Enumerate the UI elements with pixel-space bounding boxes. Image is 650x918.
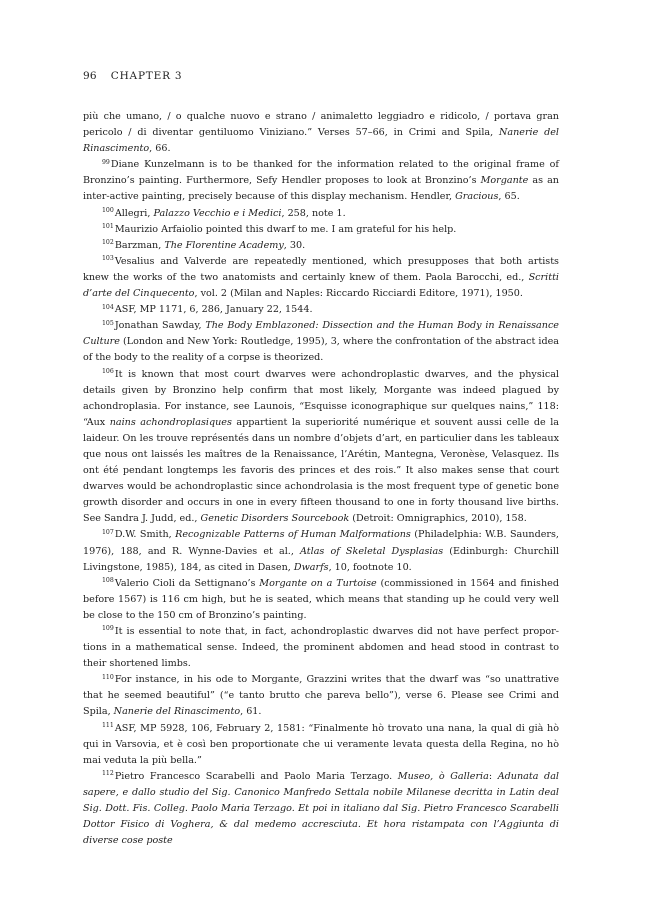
text-run: , 10, footnote 10. (328, 561, 412, 573)
footnote-number: 111 (102, 721, 114, 729)
text-run: , 258, note 1. (281, 207, 346, 219)
footnote-number: 99 (102, 158, 110, 166)
chapter-title: CHAPTER 3 (110, 70, 183, 82)
italic-text: Dwarfs (293, 561, 329, 573)
text-run: (London and New York: Routledge, 1995), 3, where the confrontation of the abstract idea of the body to the reality of a corpse is theorized. (83, 336, 559, 364)
text-run: For instance, in his ode to Morgante, Grazzini writes that the dwarf was “so unattrative that he seemed beautiful” (“e tanto brutto che pareva bello”), verse 6. Please see Crimi and Spila, (83, 674, 559, 718)
text-run: Maurizio Arfaiolio pointed this dwarf to me. I am grateful for his help. (114, 223, 457, 235)
italic-text: Museo, ò Galleria (397, 770, 489, 782)
text-run: Allegri, (114, 207, 154, 219)
footnote-111 (83, 721, 559, 769)
footnote-number: 102 (102, 239, 114, 247)
footnote-number: 100 (102, 206, 114, 214)
text-run: Jonathan Sawday, (114, 320, 206, 332)
footnote-105 (83, 318, 559, 366)
footnote-number: 112 (102, 770, 114, 778)
italic-text: Adunata dal sapere, e dallo studio del Sig. Canonico Manfredo Settala nobile Milanese decritta in Latin deal Sig. Dott. Fis. Colleg. Paolo Maria Terzago. Et poi in italiano dal Sig. Pietro Francesco Scarabelli Dottor Fisico di Voghera, & dal medemo accresciuta. Et hora ristampata con l’Aggiunta di diverse cose poste (83, 770, 559, 847)
italic-text: Morgante (480, 175, 529, 187)
text-run: Valerio Cioli da Settignano’s (114, 577, 260, 589)
footnote-108 (83, 576, 559, 624)
footnote-109 (83, 624, 559, 672)
italic-text: Genetic Disorders Sourcebook (200, 513, 350, 525)
italic-text: Morgante on a Turtoise (259, 577, 377, 589)
italic-text: nains achondroplasiques (109, 416, 232, 428)
text-run: , 30. (283, 239, 306, 251)
text-run: Vesalius and Valverde are repeatedly mentioned, which presupposes that both artists knew the works of the two anatomists and certainly knew of them. Paola Barocchi, ed., (83, 255, 559, 283)
footnotes-block (83, 109, 559, 849)
italic-text: The Body Emblazoned: Dissection and the Human Body in Renaissance Culture (83, 320, 559, 348)
running-header (83, 70, 182, 82)
footnote-103 (83, 254, 559, 302)
footnote-102 (83, 238, 559, 254)
text-run: ASF, MP 1171, 6, 286, January 22, 1544. (114, 304, 313, 316)
footnote-number: 107 (102, 528, 114, 536)
italic-text: Nanerie del Rinascimento (113, 706, 241, 718)
text-run: Pietro Francesco Scarabelli and Paolo Maria Terzago. (114, 770, 398, 782)
footnote-99 (83, 157, 559, 205)
footnote-number: 109 (102, 625, 114, 633)
footnote-106 (83, 367, 559, 528)
footnote-104 (83, 302, 559, 318)
footnote-number: 106 (102, 367, 114, 375)
italic-text: Recognizable Patterns of Human Malformations (175, 529, 411, 541)
italic-text: The Florentine Academy (164, 239, 284, 251)
footnote-100 (83, 206, 559, 222)
italic-text: Atlas of Skeletal Dysplasias (300, 545, 444, 557)
text-run: (Detroit: Omnigraphics, 2010), 158. (349, 513, 527, 525)
text-run: più che umano, / o qualche nuovo e strano / animaletto leggiadro e ridicolo, / portava gran pericolo / di diventar gentiluomo Viniziano.” Verses 57–66, in Crimi and Spila, (83, 111, 559, 139)
footnote-number: 104 (102, 303, 114, 311)
text-run: D.W. Smith, (114, 529, 176, 541)
text-run: (Philadelphia: W.B. Saunders, 1976), 188, and R. Wynne-Davies et al., (83, 529, 559, 557)
text-run: ASF, MP 5928, 106, February 2, 1581: “Finalmente hò trovato una nana, la qual di già hò qui in Varsovia, et è così ben proportionate che ui veramente levata questa della Regina, no hò mai veduta la più bella.” (83, 722, 559, 766)
italic-text: Scritti d’arte del Cinquecento (83, 271, 559, 300)
footnote-number: 101 (102, 223, 114, 231)
footnote-107 (83, 527, 559, 575)
text-run: It is known that most court dwarves were achondroplastic dwarves, and the physical details given by Bronzino help confirm that most likely, Morgante was indeed plagued by achondroplasia. For instance, see Launois, “Esquisse iconographique sur quelques nains,” 118: “Aux (83, 368, 559, 428)
text-run: , 61. (240, 706, 262, 718)
text-run: (commissioned in 1564 and finished before 1567) is 116 cm high, but he is seated, which means that standing up he could very well be close to the 150 cm of Bronzino’s painting. (83, 577, 559, 621)
page-number: 96 (83, 70, 97, 82)
text-run: It is essential to note that, in fact, achondroplastic dwarves did not have perfect proportions in a mathematical sense. Indeed, the prominent abdomen and head stood in contrast to their shortened limbs. (83, 626, 559, 670)
footnote-110 (83, 672, 559, 720)
text-run: Diane Kunzelmann is to be thanked for the information related to the original frame of Bronzino’s painting. Furthermore, Sefy Hendler proposes to look at Bronzino’s (83, 159, 559, 187)
italic-text: Gracious (455, 191, 499, 203)
footnote-112 (83, 769, 559, 849)
text-run: as an inter-active painting, precisely because of this display mechanism. Hendler, (83, 175, 559, 203)
footnote-number: 108 (102, 577, 114, 585)
footnote-number: 110 (102, 673, 114, 681)
text-run: , 66. (149, 143, 171, 155)
text-run: Barzman, (114, 239, 165, 251)
text-run: : (488, 770, 498, 782)
footnote-number: 105 (102, 319, 114, 327)
italic-text: Nanerie del Rinascimento (83, 127, 559, 155)
text-run: (Edinburgh: Churchill Livingstone, 1985), 184, as cited in Dasen, (83, 545, 560, 573)
text-run: , vol. 2 (Milan and Naples: Riccardo Ricciardi Editore, 1971), 1950. (194, 288, 523, 300)
footnote-101 (83, 222, 559, 238)
footnote-number: 103 (102, 255, 114, 263)
text-run: , 65. (498, 191, 520, 203)
footnote-continuation (83, 109, 559, 157)
italic-text: Palazzo Vecchio e i Medici (153, 207, 282, 219)
text-run: appartient la superiorité numérique et souvent aussi celle de la laideur. On les trouve représentés dans un nombre d’objets d’art, en particulier dans les tableaux que nous ont laissés les maîtres de la Renaissance, l’Arétin, Mantegna, Veronèse, Velasquez. Ils ont été pendant longtemps les favoris des princes et des rois.” It also makes sense that court dwarves would be achondroplastic since achondrolasia is the most frequent type of genetic bone growth disorder and occurs in one in every fifteen thousand to one in forty thousand live births. See Sandra J. Judd, ed., (83, 416, 559, 525)
